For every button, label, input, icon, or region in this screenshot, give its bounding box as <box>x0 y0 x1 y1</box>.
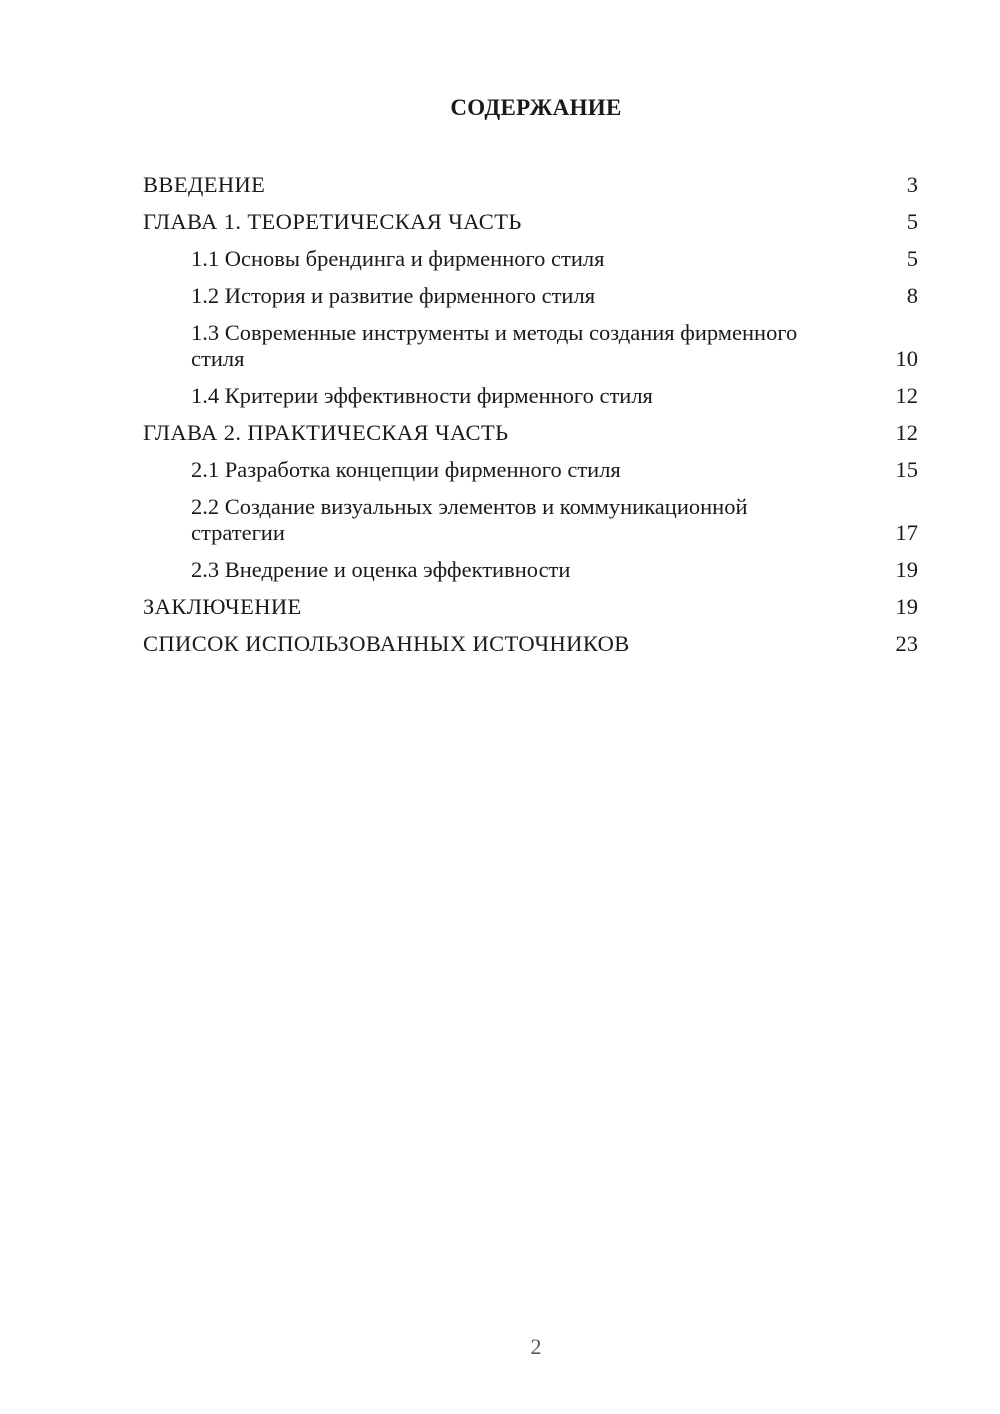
toc-entry-page: 19 <box>895 557 918 582</box>
toc-entry-page: 5 <box>906 246 918 271</box>
page-number: 2 <box>530 1334 542 1359</box>
toc-entry-introduction <box>143 168 918 205</box>
table-of-contents <box>143 168 918 664</box>
toc-entry-chapter-1 <box>143 205 918 242</box>
toc-entry-page: 5 <box>906 209 918 234</box>
toc-entry-label: СПИСОК ИСПОЛЬЗОВАННЫХ ИСТОЧНИКОВ <box>143 631 630 656</box>
toc-entry-chapter-2 <box>143 416 918 453</box>
toc-entry-page: 17 <box>895 520 918 545</box>
toc-entry-page: 19 <box>895 594 918 619</box>
toc-entry-section-1-4 <box>143 379 918 416</box>
toc-entry-page: 23 <box>895 631 918 656</box>
toc-entry-label: 2.3 Внедрение и оценка эффективности <box>191 557 571 582</box>
toc-entry-label: 2.2 Создание визуальных элементов и коммуникационной стратегии <box>191 494 748 545</box>
toc-entry-page: 8 <box>906 283 918 308</box>
toc-entry-label: ВВЕДЕНИЕ <box>143 172 266 197</box>
toc-entry-page: 12 <box>895 420 918 445</box>
toc-entry-section-1-3 <box>143 316 918 379</box>
toc-entry-page: 15 <box>895 457 918 482</box>
toc-entry-section-2-2 <box>143 490 918 553</box>
toc-entry-section-1-1 <box>143 242 918 279</box>
toc-entry-page: 12 <box>895 383 918 408</box>
toc-title: СОДЕРЖАНИЕ <box>450 95 622 120</box>
toc-entry-label: 1.1 Основы брендинга и фирменного стиля <box>191 246 605 271</box>
toc-entry-label: ЗАКЛЮЧЕНИЕ <box>143 594 302 619</box>
toc-entry-label: 2.1 Разработка концепции фирменного стиля <box>191 457 621 482</box>
toc-entry-section-1-2 <box>143 279 918 316</box>
toc-entry-label: 1.3 Современные инструменты и методы создания фирменного стиля <box>191 320 798 371</box>
toc-entry-label: 1.4 Критерии эффективности фирменного стиля <box>191 383 653 408</box>
toc-entry-references <box>143 627 918 664</box>
toc-entry-label: ГЛАВА 1. ТЕОРЕТИЧЕСКАЯ ЧАСТЬ <box>143 209 522 234</box>
toc-entry-label: 1.2 История и развитие фирменного стиля <box>191 283 596 308</box>
toc-entry-section-2-1 <box>143 453 918 490</box>
toc-entry-label: ГЛАВА 2. ПРАКТИЧЕСКАЯ ЧАСТЬ <box>143 420 509 445</box>
toc-entry-conclusion <box>143 590 918 627</box>
toc-entry-page: 10 <box>895 346 918 371</box>
toc-entry-page: 3 <box>906 172 918 197</box>
toc-entry-section-2-3 <box>143 553 918 590</box>
